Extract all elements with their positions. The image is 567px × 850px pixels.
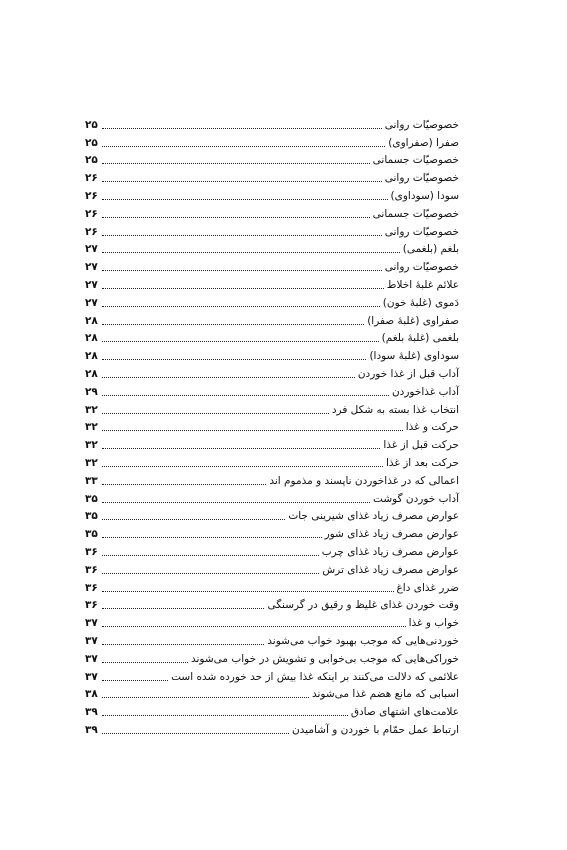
toc-entry[interactable] [85, 203, 459, 221]
toc-entry[interactable] [85, 630, 459, 648]
toc-entry[interactable] [85, 328, 459, 346]
toc-entry-title: بلغمی (غلبهٔ بلغم) [381, 332, 459, 345]
toc-entry-title: آداب قبل از غذا خوردن [357, 367, 459, 380]
toc-entry-page-number: ۳۲ [85, 421, 98, 434]
toc-entry-page-number: ۲۶ [85, 172, 98, 185]
toc-entry-title: آداب غذاخوردن [391, 385, 459, 398]
dot-leader [102, 146, 385, 147]
toc-entry[interactable] [85, 274, 459, 292]
dot-leader [102, 163, 370, 164]
toc-entry-title: خوردنی‌هایی که موجب بهبود خواب می‌شوند [267, 634, 459, 647]
toc-entry-title: خصوصیّات روانی [384, 225, 459, 238]
toc-entry-page-number: ۳۷ [85, 634, 98, 647]
toc-entry-page-number: ۲۷ [85, 243, 98, 256]
dot-leader [102, 288, 384, 289]
toc-entry-page-number: ۲۵ [85, 118, 98, 131]
toc-entry-title: ضرر غذای داغ [396, 581, 459, 594]
dot-leader [102, 626, 406, 627]
toc-entry-title: عوارض مصرف زیاد غذای شیرینی جات [288, 510, 459, 523]
toc-entry-page-number: ۲۸ [85, 332, 98, 345]
toc-entry-page-number: ۲۸ [85, 314, 98, 327]
dot-leader [102, 413, 329, 414]
dot-leader [102, 341, 379, 342]
toc-entry-page-number: ۳۸ [85, 688, 98, 701]
dot-leader [102, 555, 319, 556]
toc-entry[interactable] [85, 399, 459, 417]
toc-entry[interactable] [85, 666, 459, 684]
dot-leader [102, 235, 382, 236]
dot-leader [102, 359, 366, 360]
dot-leader [102, 199, 388, 200]
toc-entry-title: خصوصیّات جسمانی [372, 154, 459, 167]
toc-entry-title: آداب خوردن گوشت [373, 492, 459, 505]
toc-entry[interactable] [85, 417, 459, 435]
toc-entry-page-number: ۳۹ [85, 723, 98, 736]
toc-entry[interactable] [85, 488, 459, 506]
toc-entry[interactable] [85, 719, 459, 737]
toc-entry-title: بلغم (بلغمی) [402, 243, 459, 256]
toc-entry-title: وقت خوردن غذای غلیظ و رقیق در گرسنگی [267, 599, 459, 612]
toc-entry[interactable] [85, 256, 459, 274]
toc-entry-title: حرکت بعد از غذا [385, 456, 459, 469]
toc-entry-page-number: ۳۷ [85, 617, 98, 630]
dot-leader [102, 502, 370, 503]
dot-leader [102, 430, 403, 431]
toc-entry-title: اسبابی که مانع هضم غذا می‌شوند [312, 688, 459, 701]
toc-entry-page-number: ۳۶ [85, 545, 98, 558]
dot-leader [102, 448, 380, 449]
dot-leader [102, 662, 188, 663]
toc-entry-title: صفراوی (غلبهٔ صفرا) [367, 314, 459, 327]
dot-leader [102, 252, 400, 253]
toc-entry-page-number: ۳۲ [85, 456, 98, 469]
toc-entry-page-number: ۳۶ [85, 581, 98, 594]
dot-leader [102, 466, 383, 467]
toc-entry-page-number: ۲۶ [85, 207, 98, 220]
toc-entry-page-number: ۳۷ [85, 670, 98, 683]
dot-leader [102, 644, 264, 645]
toc-entry-page-number: ۳۲ [85, 439, 98, 452]
toc-entry-title: علائمی که دلالت می‌کنند بر اینکه غذا بیش از حد خورده شده است [171, 670, 459, 683]
toc-entry-title: حرکت و غذا [405, 421, 459, 434]
toc-entry[interactable] [85, 612, 459, 630]
dot-leader [102, 591, 394, 592]
toc-entry-page-number: ۳۶ [85, 599, 98, 612]
toc-entry-title: صفرا (صفراوی) [388, 136, 459, 149]
toc-entry-title: خواب و غذا [408, 617, 459, 630]
toc-entry-page-number: ۲۸ [85, 367, 98, 380]
toc-entry[interactable] [85, 185, 459, 203]
toc-entry[interactable] [85, 239, 459, 257]
dot-leader [102, 537, 322, 538]
toc-entry[interactable] [85, 221, 459, 239]
toc-entry-title: خصوصیّات جسمانی [372, 207, 459, 220]
toc-entry-page-number: ۲۵ [85, 154, 98, 167]
dot-leader [102, 324, 364, 325]
toc-entry-page-number: ۳۷ [85, 652, 98, 665]
toc-entry-page-number: ۳۹ [85, 706, 98, 719]
toc-entry-title: انتخاب غذا بسته به شکل فرد [331, 403, 459, 416]
toc-entry-title: ارتباط عمل حمّام با خوردن و آشامیدن [291, 723, 459, 736]
toc-entry-page-number: ۳۶ [85, 563, 98, 576]
toc-entry-title: اعمالی که در غذاخوردن ناپسند و مذموم اند [269, 474, 459, 487]
dot-leader [102, 715, 348, 716]
toc-entry[interactable] [85, 595, 459, 613]
toc-entry-page-number: ۲۷ [85, 296, 98, 309]
toc-entry-title: خصوصیّات روانی [384, 172, 459, 185]
toc-entry[interactable] [85, 310, 459, 328]
toc-entry[interactable] [85, 292, 459, 310]
toc-entry-page-number: ۳۵ [85, 492, 98, 505]
dot-leader [102, 733, 289, 734]
toc-entry[interactable] [85, 648, 459, 666]
toc-entry[interactable] [85, 506, 459, 524]
toc-entry-title: عوارض مصرف زیاد غذای چرب [321, 545, 459, 558]
toc-entry-title: سودا (سوداوی) [390, 189, 459, 202]
toc-entry[interactable] [85, 559, 459, 577]
toc-entry-title: حرکت قبل از غذا [383, 439, 459, 452]
toc-entry-page-number: ۲۹ [85, 385, 98, 398]
dot-leader [102, 217, 370, 218]
dot-leader [102, 306, 380, 307]
toc-entry[interactable] [85, 434, 459, 452]
toc-entry[interactable] [85, 452, 459, 470]
toc-entry-page-number: ۳۵ [85, 510, 98, 523]
dot-leader [102, 181, 382, 182]
toc-entry[interactable] [85, 132, 459, 150]
toc-entry-page-number: ۲۶ [85, 225, 98, 238]
toc-entry[interactable] [85, 363, 459, 381]
toc-entry-page-number: ۲۸ [85, 350, 98, 363]
dot-leader [102, 377, 355, 378]
toc-entry-title: خصوصیّات روانی [384, 261, 459, 274]
toc-entry[interactable] [85, 114, 459, 132]
toc-entry-title: خصوصیّات روانی [384, 118, 459, 131]
toc-entry-title: دَموی (غلبهٔ خون) [382, 296, 459, 309]
toc-entry[interactable] [85, 684, 459, 702]
toc-entry-page-number: ۳۲ [85, 403, 98, 416]
table-of-contents [85, 114, 459, 737]
dot-leader [102, 519, 285, 520]
toc-entry-title: عوارض مصرف زیاد غذای شور [324, 528, 459, 541]
dot-leader [102, 573, 319, 574]
dot-leader [102, 697, 309, 698]
toc-entry[interactable] [85, 167, 459, 185]
toc-entry-page-number: ۳۵ [85, 528, 98, 541]
toc-entry-page-number: ۲۶ [85, 189, 98, 202]
dot-leader [102, 608, 264, 609]
toc-entry-page-number: ۲۷ [85, 278, 98, 291]
toc-entry-title: سوداوی (غلبهٔ سودا) [369, 350, 459, 363]
dot-leader [102, 395, 389, 396]
toc-entry-title: خوراکی‌هایی که موجب بی‌خوابی و تشویش در خواب می‌شوند [190, 652, 459, 665]
toc-entry-page-number: ۲۵ [85, 136, 98, 149]
dot-leader [102, 484, 266, 485]
toc-entry-page-number: ۲۷ [85, 261, 98, 274]
toc-entry[interactable] [85, 470, 459, 488]
toc-entry[interactable] [85, 701, 459, 719]
toc-entry[interactable] [85, 577, 459, 595]
toc-entry[interactable] [85, 150, 459, 168]
toc-entry[interactable] [85, 523, 459, 541]
toc-entry-title: علائم غلبهٔ اخلاط [386, 278, 459, 291]
dot-leader [102, 128, 382, 129]
toc-entry[interactable] [85, 541, 459, 559]
dot-leader [102, 680, 168, 681]
toc-entry-page-number: ۳۳ [85, 474, 98, 487]
dot-leader [102, 270, 382, 271]
toc-entry[interactable] [85, 345, 459, 363]
toc-entry-title: عوارض مصرف زیاد غذای ترش [322, 563, 459, 576]
toc-entry[interactable] [85, 381, 459, 399]
toc-entry-title: علامت‌های اشتهای صادق [350, 706, 459, 719]
